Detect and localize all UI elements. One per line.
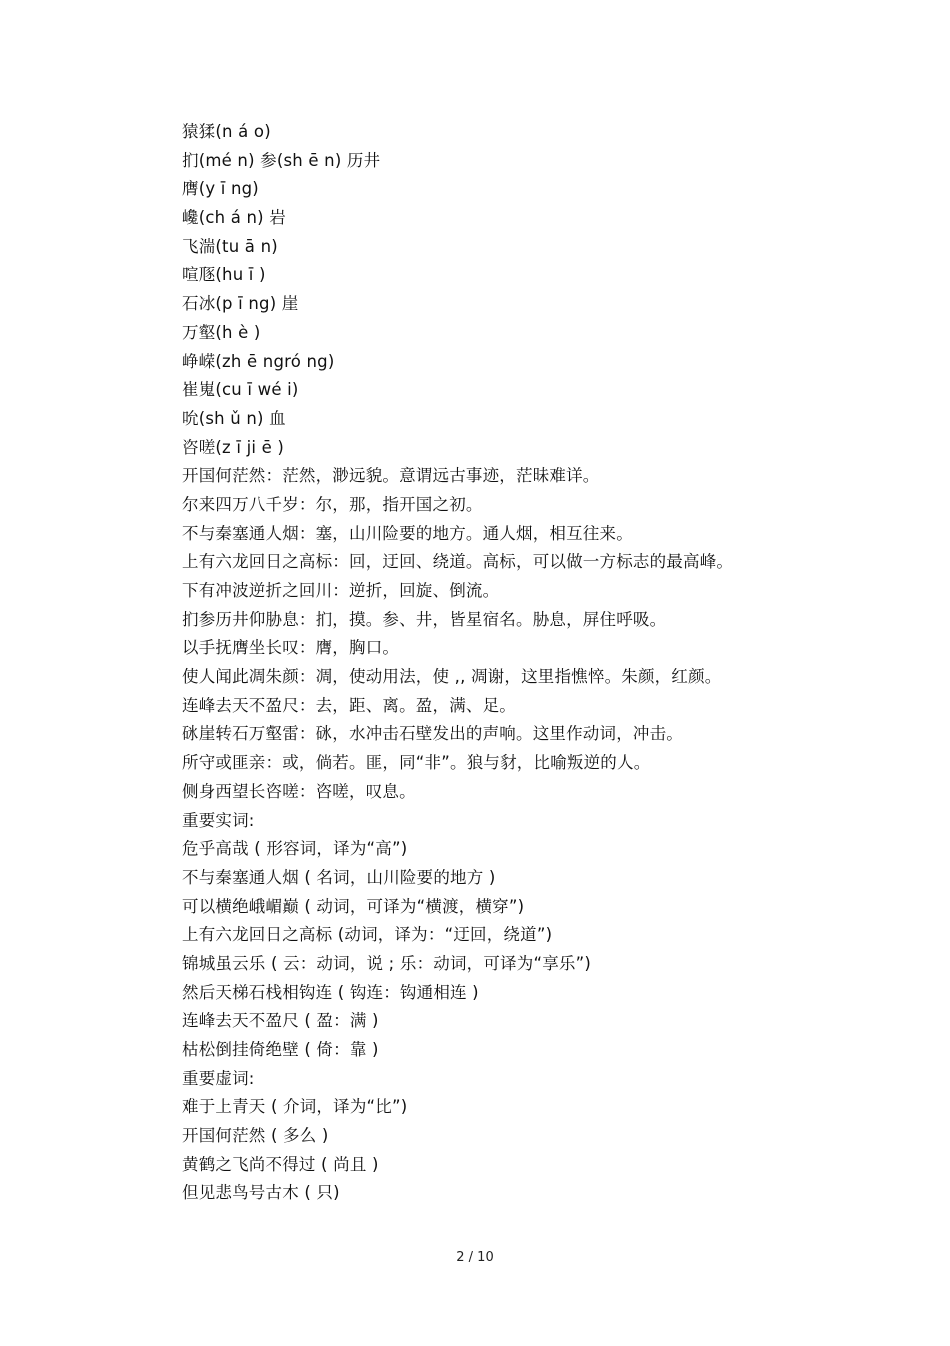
text-line: 不与秦塞通人烟：塞，山川险要的地方。通人烟，相互往来。 — [182, 523, 633, 543]
text-line: 喧豗(hu ī ) — [182, 265, 266, 285]
text-line: 以手抚膺坐长叹：膺，胸口。 — [182, 638, 400, 658]
text-line: 开国何茫然：茫然，渺远貌。意谓远古事迹，茫昧难详。 — [182, 466, 600, 486]
text-line: 侧身西望长咨嗟：咨嗟，叹息。 — [182, 781, 416, 801]
text-line: 然后天梯石栈相钩连 ( 钩连：钩通相连 ) — [182, 982, 479, 1002]
text-line: 峥嵘(zh ē ngró ng) — [182, 351, 335, 371]
text-line: 使人闻此凋朱颜：凋，使动用法，使 ,, 凋谢，这里指憔悴。朱颜，红颜。 — [182, 667, 722, 687]
text-line: 扪(mé n) 参(sh ē n) 历井 — [182, 150, 381, 170]
document-body — [182, 118, 902, 1208]
text-line: 黄鹤之飞尚不得过 ( 尚且 ) — [182, 1154, 379, 1174]
text-line: 上有六龙回日之高标：回，迂回、绕道。高标，可以做一方标志的最高峰。 — [182, 552, 734, 572]
text-line: 飞湍(tu ā n) — [182, 236, 278, 256]
text-line: 危乎高哉 ( 形容词，译为“高”) — [182, 839, 408, 859]
text-line: 膺(y ī ng) — [182, 179, 259, 199]
text-line: 扪参历井仰胁息：扪，摸。参、井，皆星宿名。胁息，屏住呼吸。 — [182, 609, 667, 629]
text-line: 石冰(p ī ng) 崖 — [182, 294, 299, 314]
text-line: 可以横绝峨嵋巅 ( 动词，可译为“横渡，横穿”) — [182, 896, 525, 916]
text-line: 崔嵬(cu ī wé i) — [182, 380, 299, 400]
text-line: 猿猱(n á o) — [182, 122, 271, 141]
text-line: 连峰去天不盈尺：去，距、离。盈，满、足。 — [182, 695, 516, 715]
text-line: 开国何茫然 ( 多么 ) — [182, 1126, 329, 1146]
text-line: 砯崖转石万壑雷：砯，水冲击石壁发出的声响。这里作动词，冲击。 — [182, 724, 683, 744]
text-line: 不与秦塞通人烟 ( 名词，山川险要的地方 ) — [182, 867, 496, 887]
text-line: 上有六龙回日之高标 (动词，译为：“迂回，绕道”) — [182, 925, 553, 945]
text-line: 吮(sh ǔ n) 血 — [182, 408, 286, 428]
text-line: 难于上青天 ( 介词，译为“比”) — [182, 1097, 408, 1117]
text-line: 下有冲波逆折之回川：逆折，回旋、倒流。 — [182, 581, 500, 600]
text-line: 所守或匪亲：或，倘若。匪，同“非”。狼与豺，比喻叛逆的人。 — [182, 753, 651, 773]
text-line: 枯松倒挂倚绝壁 ( 倚：靠 ) — [182, 1040, 379, 1059]
text-line: 连峰去天不盈尺 ( 盈：满 ) — [182, 1011, 379, 1031]
section-heading-function-words: 重要虚词: — [182, 1068, 255, 1088]
text-line: 锦城虽云乐 ( 云：动词，说 ; 乐：动词，可译为“享乐”) — [182, 953, 592, 973]
text-line: 但见悲鸟号古木 ( 只) — [182, 1183, 340, 1203]
text-line: 万壑(h è ) — [182, 322, 261, 342]
page-number: 2 / 10 — [456, 1250, 494, 1265]
text-line: 巉(ch á n) 岩 — [182, 208, 286, 228]
section-heading-real-words: 重要实词: — [182, 810, 255, 830]
text-line: 咨嗟(z ī ji ē ) — [182, 437, 285, 457]
text-line: 尔来四万八千岁：尔，那，指开国之初。 — [182, 494, 483, 514]
